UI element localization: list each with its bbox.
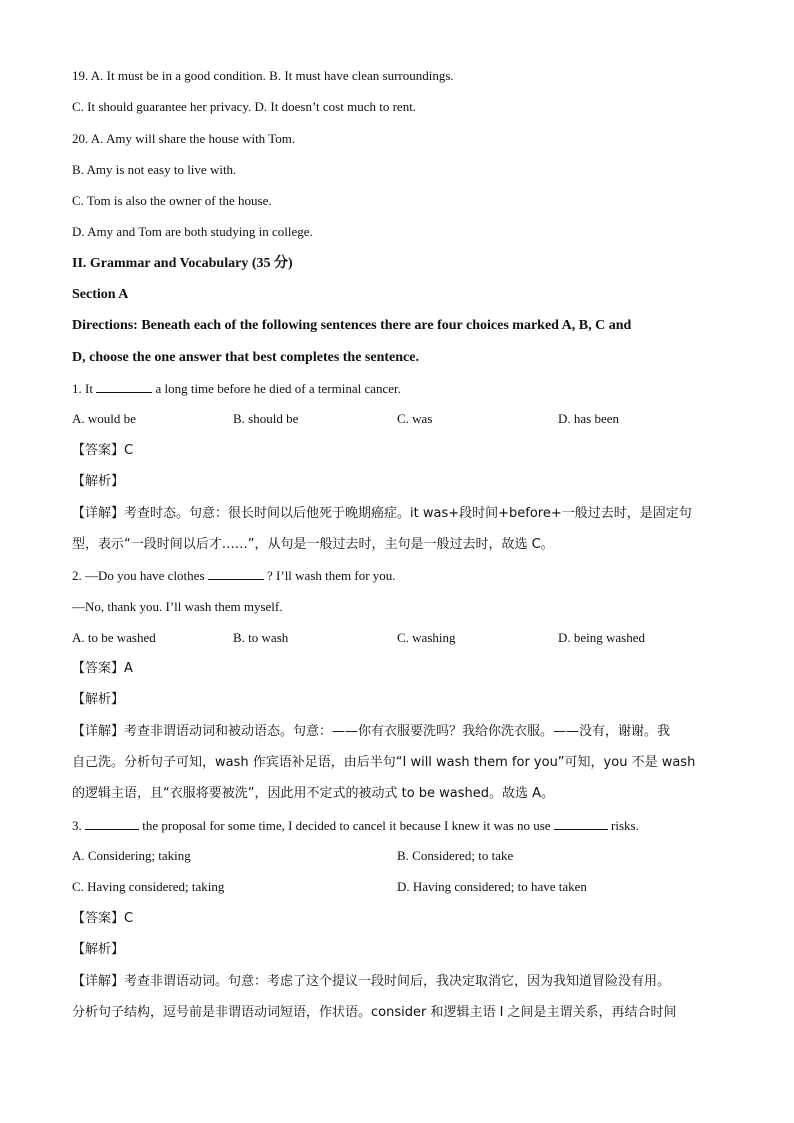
q3-blank-2	[554, 817, 608, 830]
q1-detail-line-2: 型，表示“一段时间以后才……”，从句是一般过去时，主句是一般过去时，故选 C。	[72, 537, 554, 552]
q3-option-b: B. Considered; to take	[397, 848, 514, 863]
q3-stem	[72, 817, 639, 834]
q1-option-b: B. should be	[233, 411, 299, 426]
q1-option-a: A. would be	[72, 411, 136, 426]
q3-option-d: D. Having considered; to have taken	[397, 879, 587, 894]
q3-detail-line-1: 【详解】考查非谓语动词。句意：考虑了这个提议一段时间后，我决定取消它，因为我知道冒险没有用。	[72, 974, 671, 989]
q2-detail-line-3: 的逻辑主语，且“衣服将要被洗”，因此用不定式的被动式 to be washed。故选 A。	[72, 786, 555, 801]
q3-blank-1	[85, 817, 139, 830]
directions-line-2: D, choose the one answer that best completes the sentence.	[72, 350, 419, 365]
q1-answer: 【答案】C	[72, 443, 134, 458]
q19-options-line-2: C. It should guarantee her privacy. D. It doesn’t cost much to rent.	[72, 99, 417, 114]
q20-option-a: 20. A. Amy will share the house with Tom.	[72, 131, 296, 146]
q3-stem-start: 3.	[72, 818, 82, 833]
q2-option-c: C. washing	[397, 630, 456, 645]
section-heading: II. Grammar and Vocabulary (35 分)	[72, 256, 293, 271]
q3-stem-end: risks.	[611, 818, 639, 833]
q1-detail-line-1: 【详解】考查时态。句意：很长时间以后他死于晚期癌症。it was+段时间+before+一般过去时，是固定句	[72, 506, 692, 521]
q2-blank	[208, 567, 264, 580]
q2-detail-line-2: 自己洗。分析句子可知，wash 作宾语补足语，由后半句“I will wash them for you”可知，you 不是 wash	[72, 755, 696, 770]
q3-stem-middle: the proposal for some time, I decided to cancel it because I knew it was no use	[142, 818, 551, 833]
q3-detail-line-2: 分析句子结构，逗号前是非谓语动词短语，作状语。consider 和逻辑主语 I 之间是主谓关系，再结合时间	[72, 1005, 677, 1020]
directions-line-1: Directions: Beneath each of the following sentences there are four choices marked A, B, C and	[72, 318, 632, 333]
q1-stem-start: 1. It	[72, 381, 93, 396]
q19-options-line-1: 19. A. It must be in a good condition. B. It must have clean surroundings.	[72, 68, 454, 83]
q2-stem-start: 2. —Do you have clothes	[72, 568, 205, 583]
q1-blank	[96, 380, 152, 393]
q3-option-c: C. Having considered; taking	[72, 879, 225, 894]
q2-analysis-label: 【解析】	[72, 692, 125, 707]
q1-option-d: D. has been	[558, 411, 620, 426]
q1-option-c: C. was	[397, 411, 433, 426]
q2-reply: —No, thank you. I’ll wash them myself.	[72, 599, 283, 614]
q2-option-a: A. to be washed	[72, 630, 156, 645]
q2-detail-line-1: 【详解】考查非谓语动词和被动语态。句意：——你有衣服要洗吗？我给你洗衣服。——没有，谢谢。我	[72, 724, 671, 739]
q1-stem	[72, 380, 401, 397]
q2-stem	[72, 567, 396, 584]
q2-option-d: D. being washed	[558, 630, 646, 645]
q20-option-d: D. Amy and Tom are both studying in college.	[72, 224, 313, 239]
q2-option-b: B. to wash	[233, 630, 289, 645]
q3-option-a: A. Considering; taking	[72, 848, 191, 863]
q1-analysis-label: 【解析】	[72, 474, 125, 489]
q2-stem-end: ? I’ll wash them for you.	[267, 568, 396, 583]
q1-stem-end: a long time before he died of a terminal cancer.	[155, 381, 401, 396]
q20-option-b: B. Amy is not easy to live with.	[72, 162, 237, 177]
q3-analysis-label: 【解析】	[72, 942, 125, 957]
q20-option-c: C. Tom is also the owner of the house.	[72, 193, 272, 208]
q3-answer: 【答案】C	[72, 911, 134, 926]
q2-answer: 【答案】A	[72, 661, 133, 676]
section-a-heading: Section A	[72, 287, 129, 302]
